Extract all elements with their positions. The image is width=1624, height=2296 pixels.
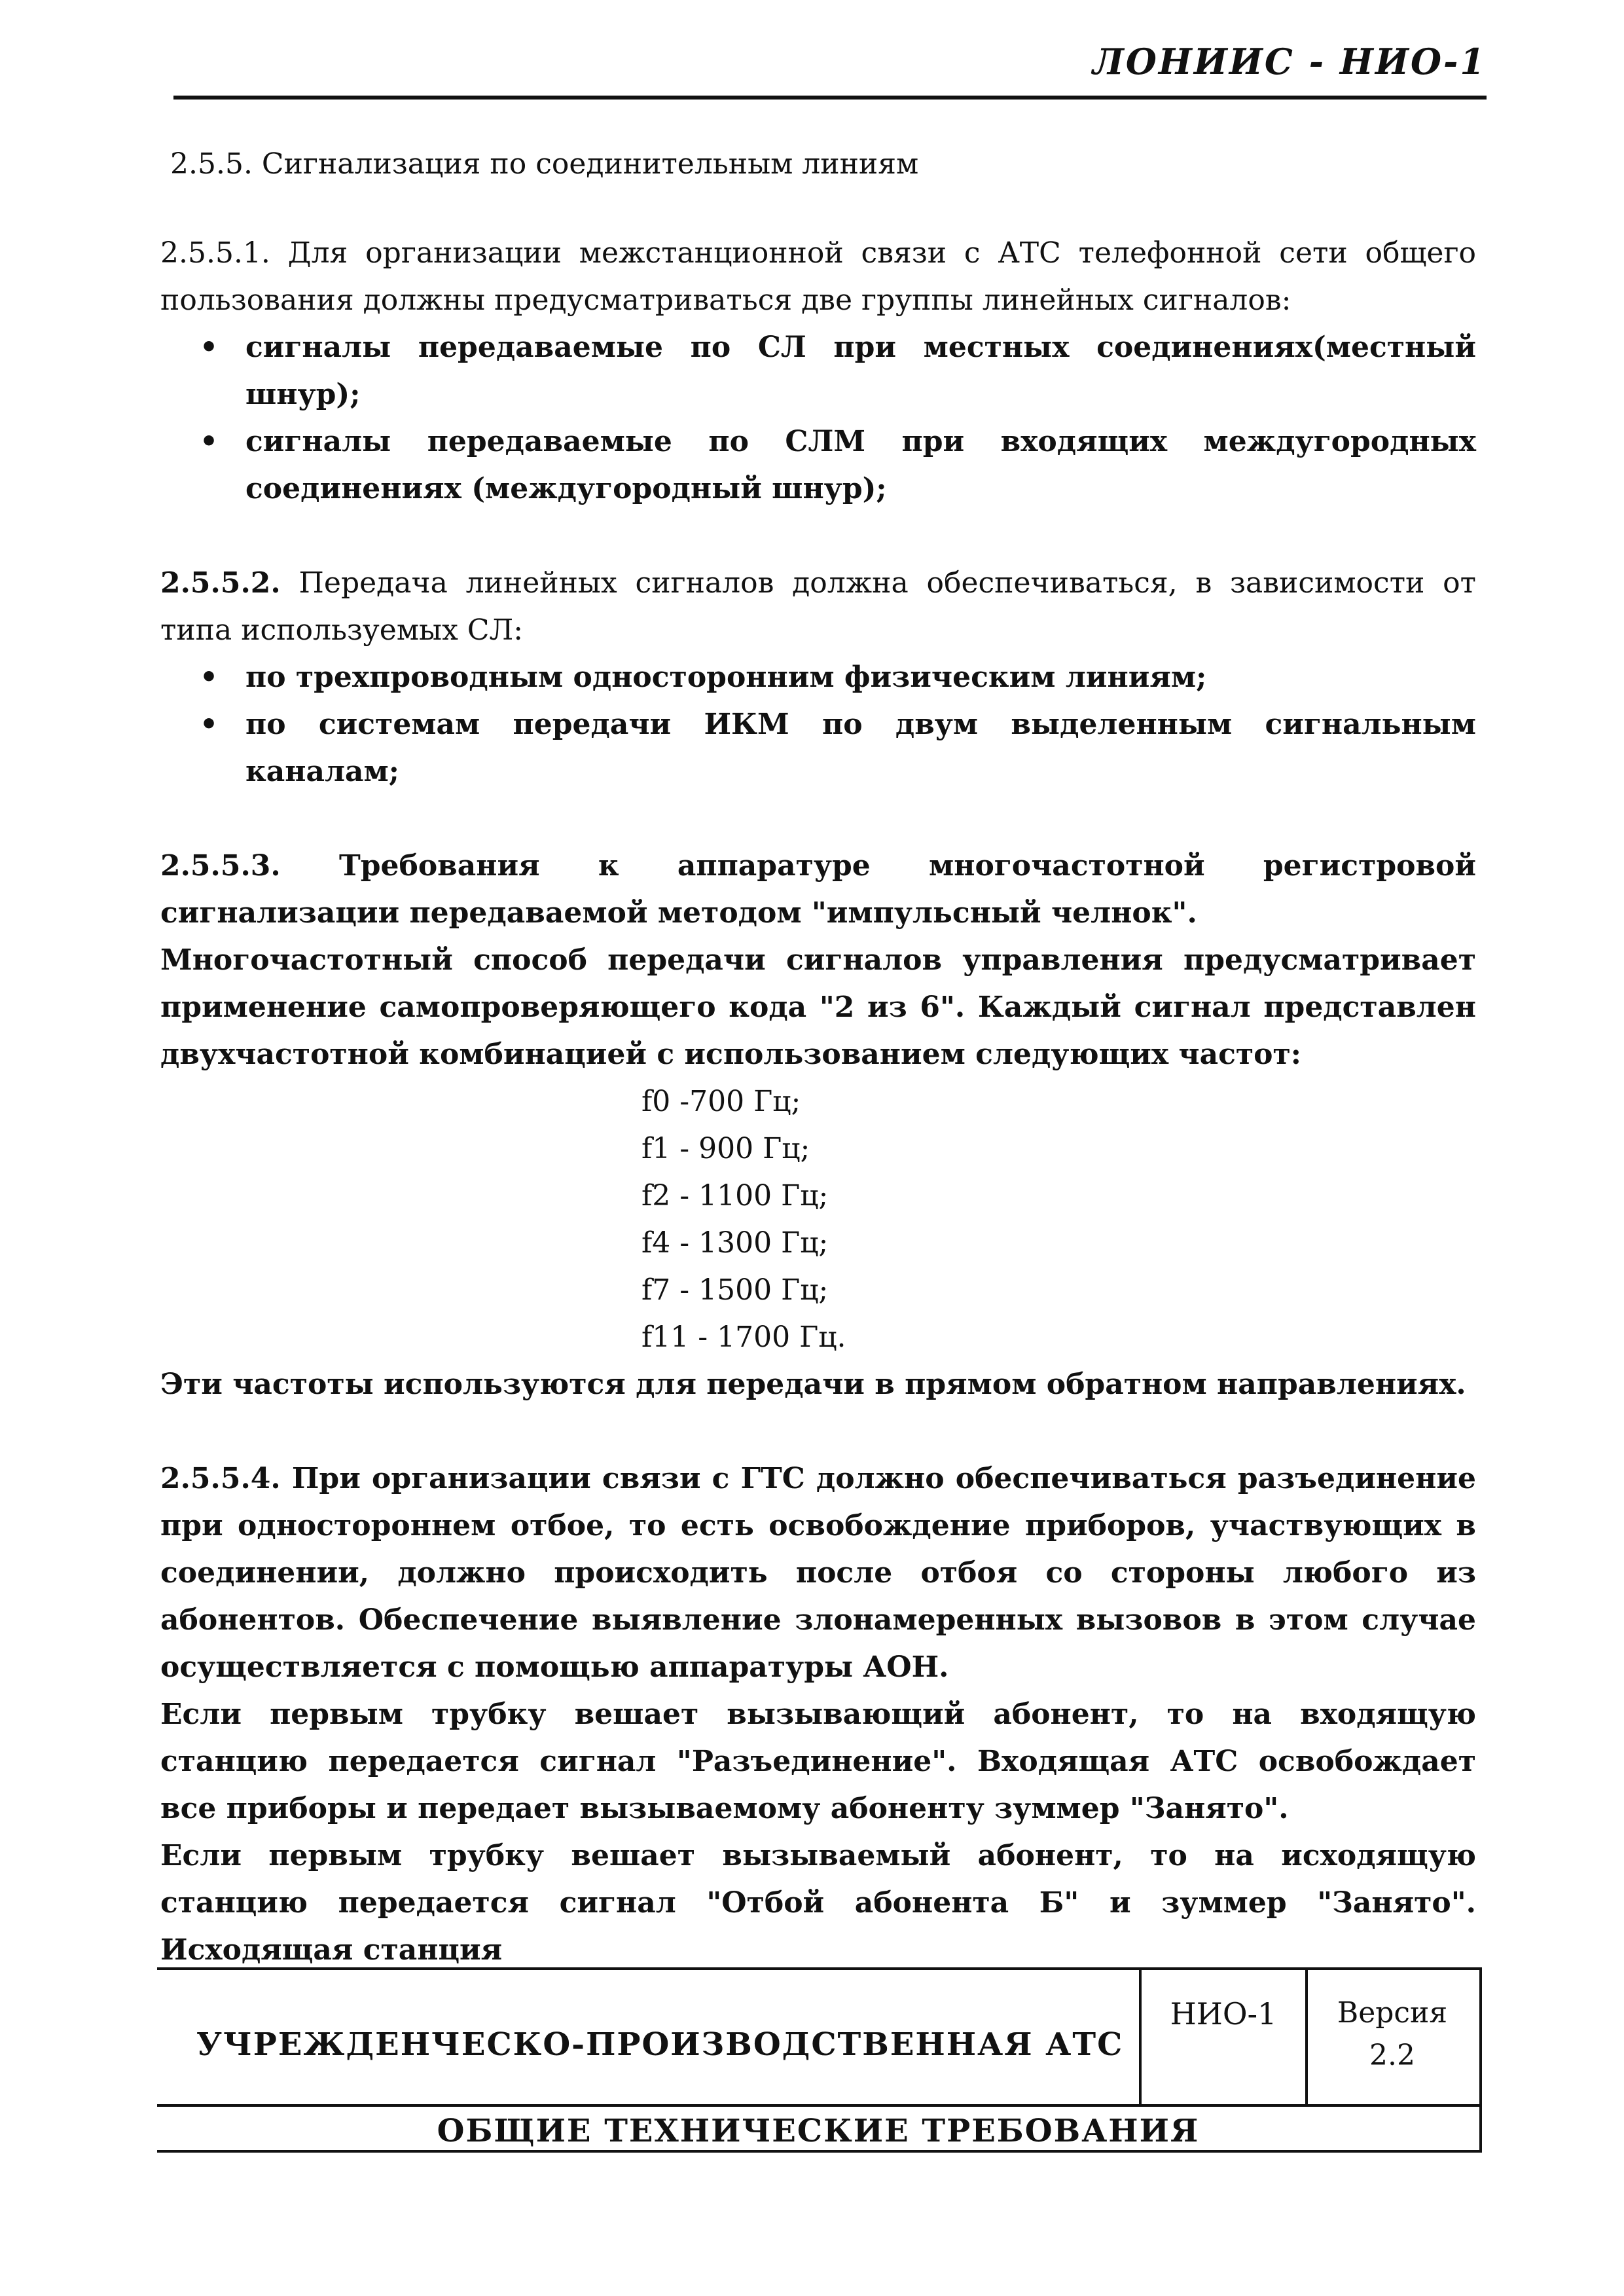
paragraph-2-5-5-4 [160,1455,1476,1691]
version-cell [1305,1970,1479,2104]
document-code: НИО-1 [1170,1996,1277,2032]
page-header-title: ЛОНИИС - НИО-1 [1092,41,1487,82]
paragraph-text: Требования к аппаратуре многочастотной регистровой сигнализации передаваемой методом "импульсный челнок". [160,849,1476,930]
organization-name: УЧРЕЖДЕНЧЕСКО-ПРОИЗВОДСТВЕННАЯ АТС [196,2026,1124,2063]
document-code-cell [1139,1970,1308,2104]
frequency-item: f1 - 900 Гц; [641,1132,810,1165]
paragraph-caller-hangup: Если первым трубку вешает вызывающий абонент, то на входящую станцию передается сигнал "Разъединение". Входящая АТС освобождает все приборы и передает вызываемому абоненту зуммер "Занято". [160,1698,1476,1825]
version-label: Версия [1337,1996,1448,2030]
paragraph-number: 2.5.5.3. [160,849,281,883]
paragraph-text: Передача линейных сигналов должна обеспечиваться, в зависимости от типа используемых СЛ: [160,566,1476,647]
paragraph-spacer [160,1408,1476,1455]
frequency-list [160,1078,1476,1361]
paragraph-multifrequency: Многочастотный способ передачи сигналов управления предусматривает применение самопроверяющего кода "2 из 6". Каждый сигнал представлен двухчастотной комбинацией с использованием следующих частот: [160,943,1476,1071]
paragraph-text: Для организации межстанционной связи с АТС телефонной сети общего пользования должны предусматриваться две группы линейных сигналов: [160,236,1476,317]
frequency-item: f2 - 1100 Гц; [641,1179,829,1212]
paragraph-number: 2.5.5.1. [160,236,270,270]
frequency-item: f4 - 1300 Гц; [641,1226,829,1260]
paragraph-text: При организации связи с ГТС должно обеспечиваться разъединение при одностороннем отбое, то есть освобождение приборов, участвующих в соединении, должно происходить после отбоя со стороны любого из абонентов. Обеспечение выявление злонамеренных вызовов в этом случае осуществляется с помощью аппаратуры АОН. [160,1462,1476,1684]
frequency-item: f7 - 1500 Гц; [641,1273,829,1307]
paragraph-2-5-5-1 [160,230,1476,324]
list-item: • сигналы передаваемые по СЛ при местных соединениях(местный шнур); [160,324,1476,418]
list-item: • по трехпроводным односторонним физическим линиям; [160,654,1476,701]
list-item: • сигналы передаваемые по СЛМ при входящих междугородных соединениях (междугородный шнур); [160,418,1476,513]
title-block [157,1967,1482,2153]
version-value: 2.2 [1369,2039,1415,2072]
paragraph-number: 2.5.5.2. [160,566,281,600]
list-item: • по системам передачи ИКМ по двум выделенным сигнальным каналам; [160,701,1476,795]
frequency-item: f11 - 1700 Гц. [641,1321,846,1354]
document-subtitle: ОБЩИЕ ТЕХНИЧЕСКИЕ ТРЕБОВАНИЯ [437,2113,1200,2149]
paragraph-spacer [160,795,1476,843]
paragraph-spacer [160,513,1476,560]
frequency-note: Эти частоты используются для передачи в прямом обратном направлениях. [160,1368,1466,1401]
bullet-list-signal-groups [160,324,1476,513]
bullet-list-line-types [160,654,1476,795]
paragraph-callee-hangup: Если первым трубку вешает вызываемый абонент, то на исходящую станцию передается сигнал "Отбой абонента Б" и зуммер "Занято". Исходящая станция [160,1839,1476,1967]
header-rule [173,96,1487,100]
frequency-item: f0 -700 Гц; [641,1085,801,1118]
paragraph-number: 2.5.5.4. [160,1462,281,1495]
paragraph-2-5-5-2 [160,560,1476,654]
section-title: 2.5.5. Сигнализация по соединительным линиям [170,147,919,181]
title-block-top-row [157,1970,1479,2107]
paragraph-2-5-5-3 [160,843,1476,937]
document-body [160,141,1476,1974]
